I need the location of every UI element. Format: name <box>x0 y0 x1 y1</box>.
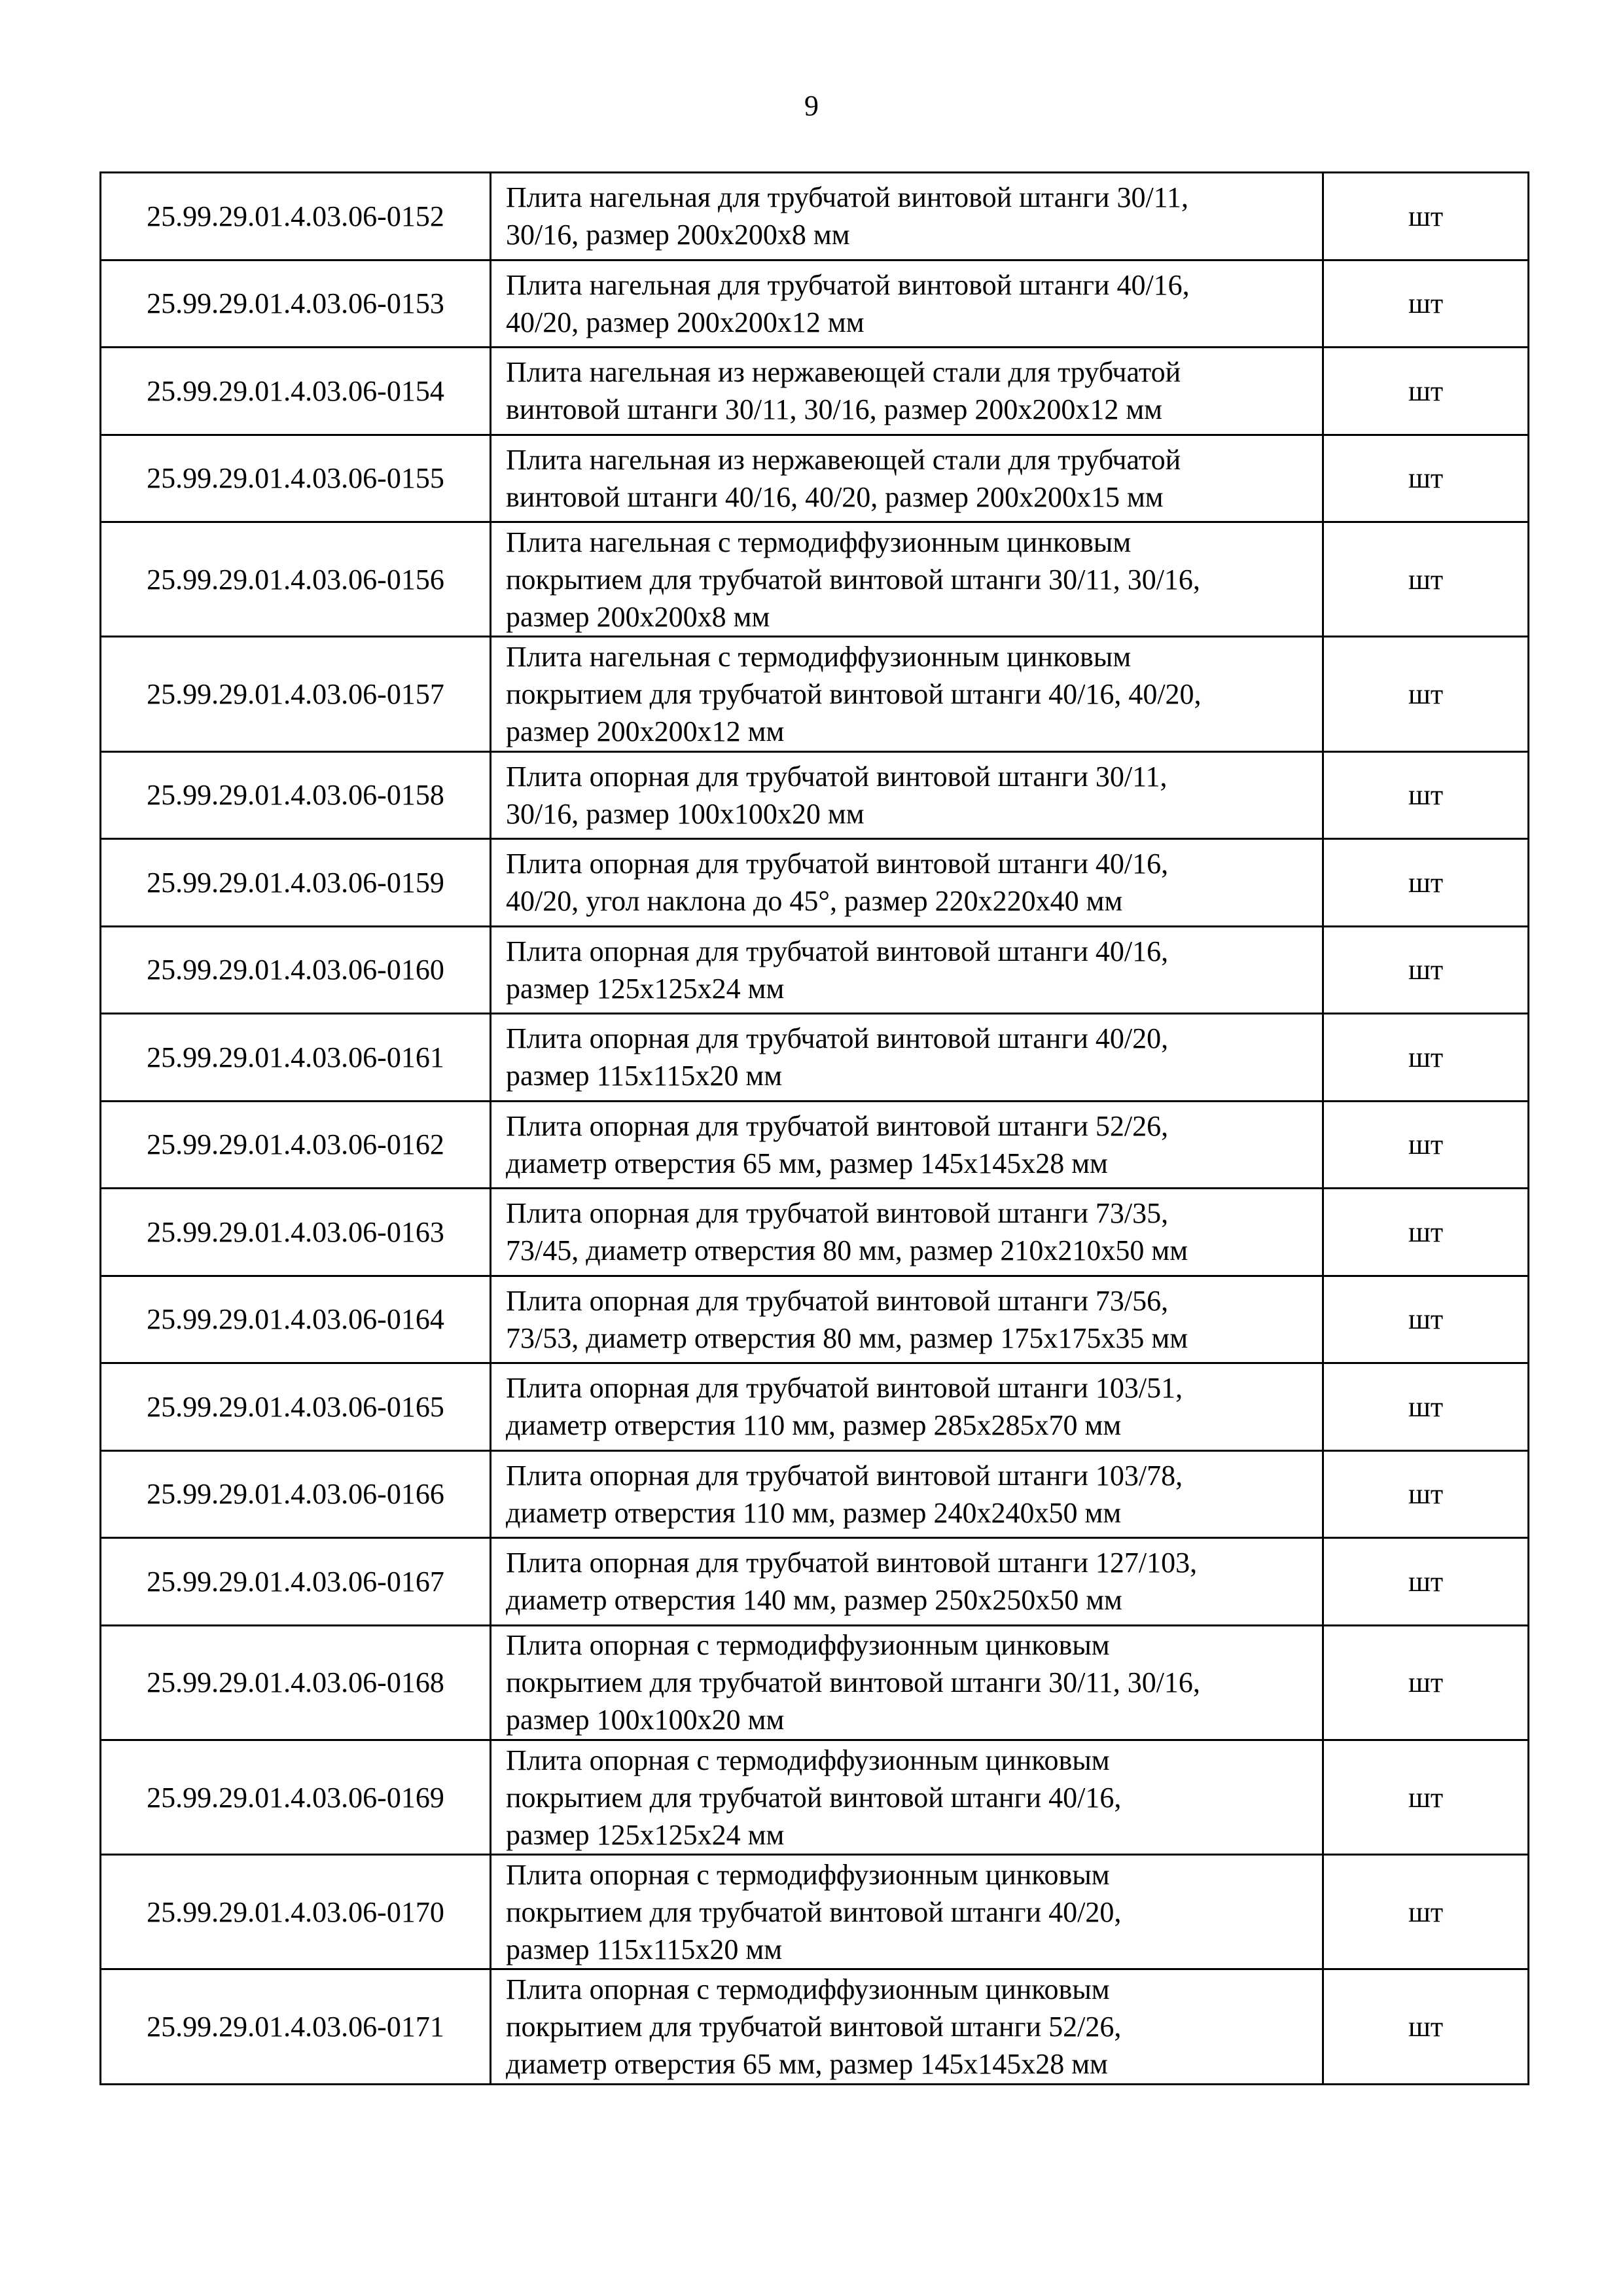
unit-cell: шт <box>1323 1189 1529 1276</box>
description-line: диаметр отверстия 65 мм, размер 145x145x28 мм <box>506 1147 1108 1179</box>
resource-code-cell: 25.99.29.01.4.03.06-0155 <box>101 435 491 522</box>
resource-code-cell: 25.99.29.01.4.03.06-0166 <box>101 1450 491 1538</box>
unit-cell: шт <box>1323 1276 1529 1363</box>
unit-cell: шт <box>1323 1014 1529 1102</box>
unit-cell: шт <box>1323 1101 1529 1189</box>
description-line: Плита опорная для трубчатой винтовой штанги 30/11, <box>506 760 1168 793</box>
table-row <box>101 1014 1529 1102</box>
unit-cell: шт <box>1323 637 1529 751</box>
resource-description-cell <box>491 1538 1323 1626</box>
resource-description-cell <box>491 1363 1323 1451</box>
unit-cell: шт <box>1323 1538 1529 1626</box>
description-line: диаметр отверстия 110 мм, размер 240x240x50 мм <box>506 1496 1122 1529</box>
description-line: Плита опорная для трубчатой винтовой штанги 40/20, <box>506 1022 1169 1055</box>
unit-cell: шт <box>1323 1450 1529 1538</box>
resource-code-cell: 25.99.29.01.4.03.06-0162 <box>101 1101 491 1189</box>
resource-description-cell <box>491 522 1323 637</box>
unit-cell: шт <box>1323 1740 1529 1854</box>
description-line: Плита опорная с термодиффузионным цинковым <box>506 1858 1110 1891</box>
description-line: размер 200x200x12 мм <box>506 715 785 747</box>
description-line: Плита опорная для трубчатой винтовой штанги 40/16, <box>506 935 1169 967</box>
resource-description-cell <box>491 926 1323 1014</box>
description-line: Плита опорная для трубчатой винтовой штанги 40/16, <box>506 848 1169 880</box>
resource-description-cell <box>491 1855 1323 1969</box>
description-line: Плита опорная для трубчатой винтовой штанги 73/56, <box>506 1284 1169 1317</box>
table-row <box>101 1855 1529 1969</box>
description-line: диаметр отверстия 140 мм, размер 250x250x50 мм <box>506 1584 1122 1617</box>
resource-code-cell: 25.99.29.01.4.03.06-0161 <box>101 1014 491 1102</box>
description-line: 73/53, диаметр отверстия 80 мм, размер 175x175x35 мм <box>506 1321 1188 1354</box>
unit-cell: шт <box>1323 926 1529 1014</box>
description-line: покрытием для трубчатой винтовой штанги 40/16, 40/20, <box>506 677 1202 710</box>
unit-cell: шт <box>1323 1363 1529 1451</box>
description-line: размер 115x115x20 мм <box>506 1060 783 1092</box>
description-line: покрытием для трубчатой винтовой штанги 40/16, <box>506 1781 1122 1814</box>
unit-cell: шт <box>1323 839 1529 927</box>
description-line: Плита нагельная для трубчатой винтовой штанги 30/11, <box>506 181 1189 214</box>
resource-code-cell: 25.99.29.01.4.03.06-0157 <box>101 637 491 751</box>
resource-description-cell <box>491 1450 1323 1538</box>
description-line: диаметр отверстия 65 мм, размер 145x145x28 мм <box>506 2048 1108 2081</box>
description-line: 40/20, угол наклона до 45°, размер 220x220x40 мм <box>506 885 1123 918</box>
description-line: покрытием для трубчатой винтовой штанги 52/26, <box>506 2011 1122 2043</box>
description-line: Плита нагельная для трубчатой винтовой штанги 40/16, <box>506 268 1190 301</box>
table-row <box>101 1363 1529 1451</box>
table-row <box>101 1969 1529 2084</box>
description-line: размер 125x125x24 мм <box>506 972 785 1005</box>
resource-code-cell: 25.99.29.01.4.03.06-0170 <box>101 1855 491 1969</box>
description-line: 30/16, размер 200x200x8 мм <box>506 219 850 251</box>
resource-code-cell: 25.99.29.01.4.03.06-0169 <box>101 1740 491 1854</box>
resource-description-cell <box>491 1276 1323 1363</box>
resource-code-cell: 25.99.29.01.4.03.06-0168 <box>101 1625 491 1740</box>
unit-cell: шт <box>1323 260 1529 348</box>
table-row <box>101 435 1529 522</box>
description-line: покрытием для трубчатой винтовой штанги 30/11, 30/16, <box>506 563 1200 596</box>
unit-cell: шт <box>1323 348 1529 435</box>
resource-description-cell <box>491 260 1323 348</box>
table-row <box>101 637 1529 751</box>
description-line: размер 100x100x20 мм <box>506 1704 785 1736</box>
description-line: Плита нагельная из нержавеющей стали для трубчатой <box>506 443 1181 476</box>
page-number: 9 <box>804 90 819 122</box>
resource-description-cell <box>491 751 1323 839</box>
description-line: размер 115x115x20 мм <box>506 1933 783 1965</box>
table-row <box>101 348 1529 435</box>
table-row <box>101 751 1529 839</box>
resource-description-cell <box>491 435 1323 522</box>
resource-description-cell <box>491 1625 1323 1740</box>
resource-description-cell <box>491 637 1323 751</box>
resource-code-cell: 25.99.29.01.4.03.06-0156 <box>101 522 491 637</box>
unit-cell: шт <box>1323 751 1529 839</box>
description-line: Плита опорная для трубчатой винтовой штанги 103/78, <box>506 1459 1183 1492</box>
resource-code-cell: 25.99.29.01.4.03.06-0171 <box>101 1969 491 2084</box>
resource-code-cell: 25.99.29.01.4.03.06-0165 <box>101 1363 491 1451</box>
resource-code-cell: 25.99.29.01.4.03.06-0153 <box>101 260 491 348</box>
description-line: размер 200x200x8 мм <box>506 600 770 633</box>
resource-description-cell <box>491 1969 1323 2084</box>
description-line: винтовой штанги 40/16, 40/20, размер 200x200x15 мм <box>506 480 1164 513</box>
description-line: Плита опорная для трубчатой винтовой штанги 73/35, <box>506 1197 1169 1230</box>
table-row <box>101 1538 1529 1626</box>
description-line: Плита нагельная с термодиффузионным цинковым <box>506 640 1132 673</box>
resource-table <box>99 171 1529 2085</box>
unit-cell: шт <box>1323 173 1529 260</box>
table-row <box>101 1740 1529 1854</box>
unit-cell: шт <box>1323 1855 1529 1969</box>
resource-code-cell: 25.99.29.01.4.03.06-0152 <box>101 173 491 260</box>
resource-description-cell <box>491 1101 1323 1189</box>
table-row <box>101 926 1529 1014</box>
unit-cell: шт <box>1323 435 1529 522</box>
table-row <box>101 1450 1529 1538</box>
resource-code-cell: 25.99.29.01.4.03.06-0160 <box>101 926 491 1014</box>
table-row <box>101 839 1529 927</box>
description-line: покрытием для трубчатой винтовой штанги 30/11, 30/16, <box>506 1666 1200 1699</box>
resource-code-cell: 25.99.29.01.4.03.06-0163 <box>101 1189 491 1276</box>
resource-description-cell <box>491 1189 1323 1276</box>
resource-description-cell <box>491 1740 1323 1854</box>
unit-cell: шт <box>1323 522 1529 637</box>
resource-description-cell <box>491 348 1323 435</box>
resource-code-cell: 25.99.29.01.4.03.06-0158 <box>101 751 491 839</box>
resource-description-cell <box>491 173 1323 260</box>
description-line: покрытием для трубчатой винтовой штанги 40/20, <box>506 1895 1122 1928</box>
description-line: Плита опорная с термодиффузионным цинковым <box>506 1629 1110 1662</box>
table-row <box>101 1101 1529 1189</box>
description-line: Плита опорная с термодиффузионным цинковым <box>506 1973 1110 2006</box>
description-line: Плита опорная для трубчатой винтовой штанги 103/51, <box>506 1372 1183 1405</box>
description-line: Плита опорная для трубчатой винтовой штанги 127/103, <box>506 1547 1198 1579</box>
table-row <box>101 1189 1529 1276</box>
table-row <box>101 1625 1529 1740</box>
resource-code-cell: 25.99.29.01.4.03.06-0154 <box>101 348 491 435</box>
table-body <box>101 173 1529 2085</box>
unit-cell: шт <box>1323 1625 1529 1740</box>
description-line: 30/16, размер 100x100x20 мм <box>506 797 865 830</box>
unit-cell: шт <box>1323 1969 1529 2084</box>
table-row <box>101 522 1529 637</box>
description-line: Плита опорная с термодиффузионным цинковым <box>506 1744 1110 1776</box>
description-line: диаметр отверстия 110 мм, размер 285x285x70 мм <box>506 1409 1122 1442</box>
resource-code-cell: 25.99.29.01.4.03.06-0164 <box>101 1276 491 1363</box>
description-line: Плита нагельная из нержавеющей стали для трубчатой <box>506 356 1181 389</box>
resource-code-cell: 25.99.29.01.4.03.06-0159 <box>101 839 491 927</box>
resource-description-cell <box>491 1014 1323 1102</box>
description-line: 73/45, диаметр отверстия 80 мм, размер 210x210x50 мм <box>506 1234 1188 1267</box>
description-line: 40/20, размер 200x200x12 мм <box>506 306 865 338</box>
table-row <box>101 173 1529 260</box>
description-line: размер 125x125x24 мм <box>506 1818 785 1851</box>
table-row <box>101 260 1529 348</box>
table-row <box>101 1276 1529 1363</box>
description-line: Плита нагельная с термодиффузионным цинковым <box>506 526 1132 558</box>
resource-description-cell <box>491 839 1323 927</box>
description-line: винтовой штанги 30/11, 30/16, размер 200x200x12 мм <box>506 393 1163 426</box>
description-line: Плита опорная для трубчатой винтовой штанги 52/26, <box>506 1109 1169 1142</box>
resource-code-cell: 25.99.29.01.4.03.06-0167 <box>101 1538 491 1626</box>
